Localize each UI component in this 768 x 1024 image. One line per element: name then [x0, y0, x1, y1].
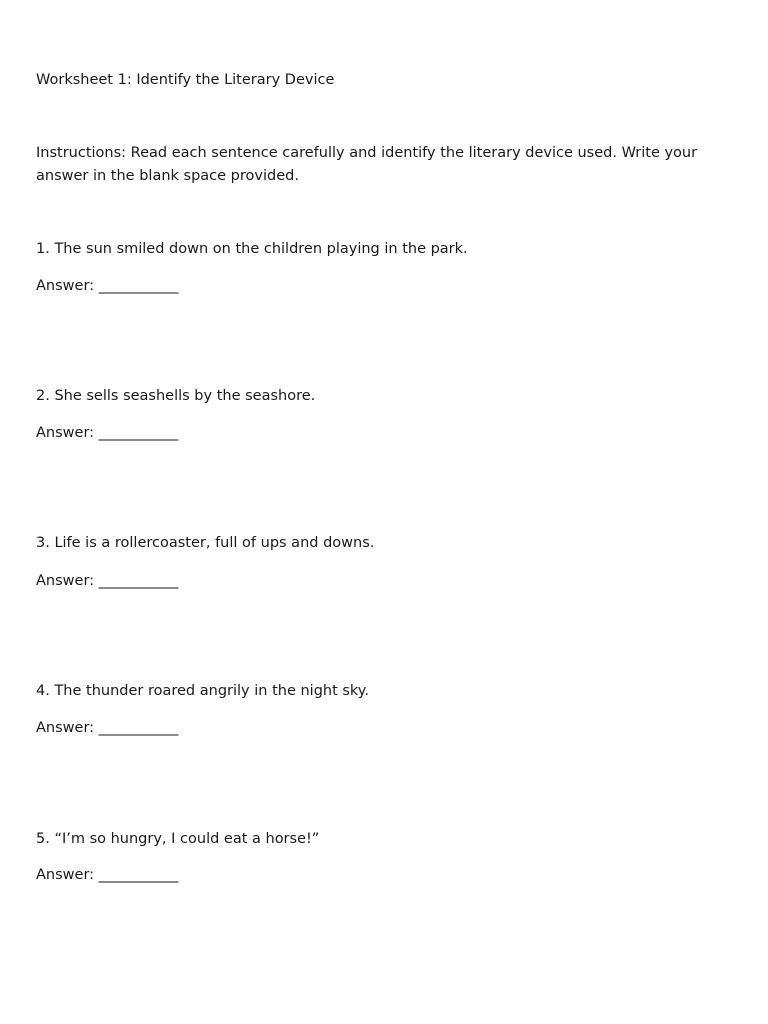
answer-label: Answer: — [36, 573, 95, 589]
answer-blank: ___________ — [98, 425, 179, 441]
answer-blank: ___________ — [98, 573, 179, 589]
instructions-text: Instructions: Read each sentence carefully and identify the literary device used. Write your answer in the blank space provided. — [36, 145, 698, 184]
question-1: 1. The sun smiled down on the children playing in the park. — [36, 241, 468, 257]
answer-label: Answer: — [36, 278, 95, 294]
answer-line-1 — [36, 275, 178, 298]
answer-label: Answer: — [36, 425, 95, 441]
answer-label: Answer: — [36, 720, 95, 736]
answer-line-4 — [36, 717, 178, 740]
answer-blank: ___________ — [98, 278, 179, 294]
answer-blank: ___________ — [98, 720, 179, 736]
answer-line-5 — [36, 864, 178, 887]
answer-line-3 — [36, 570, 178, 593]
question-3: 3. Life is a rollercoaster, full of ups and downs. — [36, 535, 375, 551]
answer-blank: ___________ — [98, 867, 179, 883]
question-5: 5. “I’m so hungry, I could eat a horse!” — [36, 831, 320, 847]
question-2: 2. She sells seashells by the seashore. — [36, 388, 316, 404]
answer-label: Answer: — [36, 867, 95, 883]
answer-line-2 — [36, 422, 178, 445]
question-4: 4. The thunder roared angrily in the night sky. — [36, 683, 369, 699]
worksheet-title: Worksheet 1: Identify the Literary Device — [36, 72, 335, 88]
